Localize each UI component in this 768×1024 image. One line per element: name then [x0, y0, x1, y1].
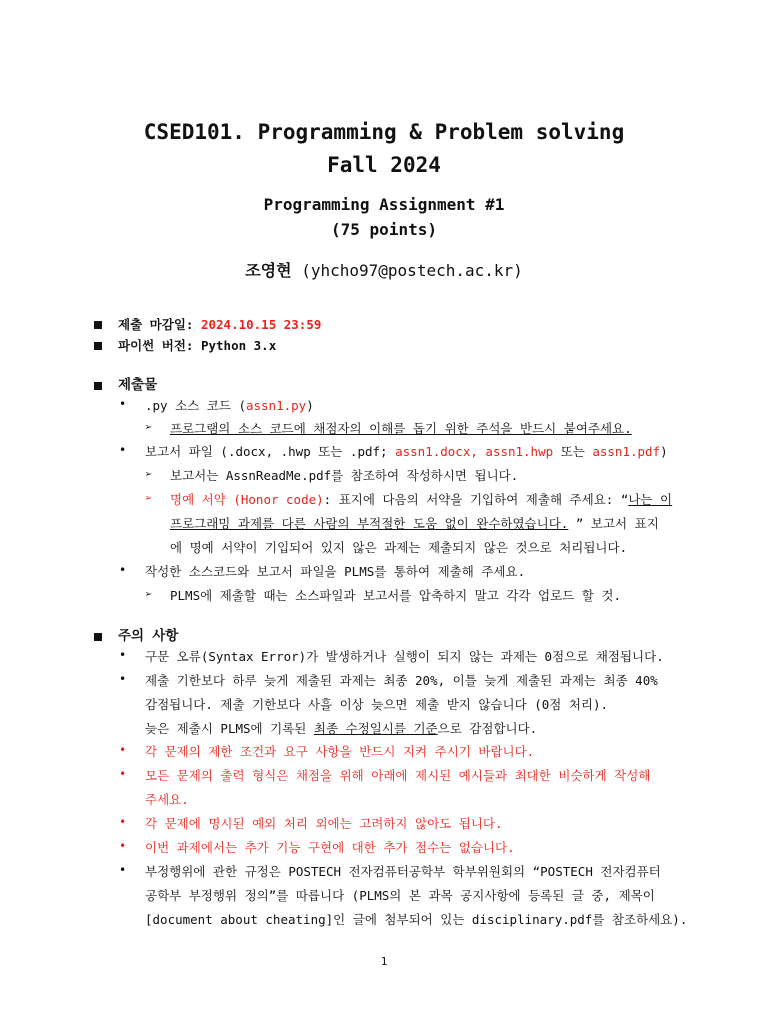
note-cheating-line1: 부정행위에 관한 규정은 POSTECH 전자컴퓨터공학부 학부위원회의 “POSTECH 전자컴퓨터: [145, 864, 661, 879]
black-square-icon: [94, 382, 102, 390]
note-output-format-line2: 주세요.: [145, 792, 189, 807]
python-label: 파이썬 버전:: [118, 338, 194, 353]
note-requirements: 각 문제의 제한 조건과 요구 사항을 반드시 지켜 주시기 바랍니다.: [145, 744, 535, 759]
python-line: [118, 337, 276, 355]
assignment-title: Programming Assignment #1: [263, 195, 505, 214]
black-square-icon: [94, 342, 102, 350]
deadline-label: 제출 마감일:: [118, 317, 194, 332]
author-name: 조영현: [245, 261, 292, 280]
deadline-line: [118, 316, 321, 334]
note-output-format-line1: 모든 문제의 출력 형식은 채점을 위해 아래에 제시된 예시들과 최대한 비슷하게 작성해: [145, 768, 651, 783]
bullet-icon: •: [119, 443, 127, 457]
bullet-icon: •: [119, 863, 127, 877]
points-title: (75 points): [331, 220, 437, 239]
honor-code-label: 명예 서약 (Honor code): [170, 492, 324, 507]
python-value: Python 3.x: [200, 338, 277, 353]
black-square-icon: [94, 321, 102, 329]
black-square-icon: [94, 633, 102, 641]
note-syntax-error: 구문 오류(Syntax Error)가 발생하거나 실행이 되지 않는 과제는 0점으로 채점됩니다.: [145, 649, 664, 664]
report-filenames: assn1.docx, assn1.hwp: [395, 444, 554, 459]
note-cheating-line3: [document about cheating]인 글에 첨부되어 있는 disciplinary.pdf를 참조하세요).: [145, 912, 688, 927]
arrowhead-icon: ➢: [145, 587, 153, 601]
bullet-icon: •: [119, 743, 127, 757]
arrowhead-icon: ➢: [145, 420, 153, 434]
bullet-icon: •: [119, 648, 127, 662]
note-no-extra-points: 이번 과제에서는 추가 기능 구현에 대한 추가 점수는 없습니다.: [145, 840, 515, 855]
bullet-icon: •: [119, 563, 127, 577]
arrowhead-icon: ➢: [145, 491, 153, 505]
note-late-line1: 제출 기한보다 하루 늦게 제출된 과제는 최종 20%, 이틀 늦게 제출된 과제는 최종 40%: [145, 673, 658, 688]
bullet-icon: •: [119, 672, 127, 686]
bullet-icon: •: [119, 397, 127, 411]
source-filename: assn1.py: [245, 398, 307, 413]
arrowhead-icon: ➢: [145, 467, 153, 481]
honor-code-line3: 에 명예 서약이 기입되어 있지 않은 과제는 제출되지 않은 것으로 처리됩니다.: [170, 540, 628, 555]
bullet-icon: •: [119, 767, 127, 781]
deadline-value: 2024.10.15 23:59: [200, 317, 322, 332]
note-cheating-line2: 공학부 부정행위 정의”를 따릅니다 (PLMS의 본 과목 공지사항에 등록된 글 중, 제목이: [145, 888, 655, 903]
report-readme-note: 보고서는 AssnReadMe.pdf를 참조하여 작성하시면 됩니다.: [170, 468, 519, 483]
submission-item-report: 보고서 파일 (.docx, .hwp 또는 .pdf; assn1.docx, assn1.hwp 또는 assn1.pdf): [145, 444, 668, 459]
author-email: (yhcho97@postech.ac.kr): [301, 261, 523, 280]
notes-heading: 주의 사항: [118, 628, 179, 644]
bullet-icon: •: [119, 839, 127, 853]
bullet-icon: •: [119, 815, 127, 829]
submission-heading: 제출물: [118, 377, 158, 393]
course-title: CSED101. Programming & Problem solving: [143, 120, 625, 144]
submission-item-source: .py 소스 코드 (assn1.py): [145, 398, 314, 413]
submission-item-plms: 작성한 소스코드와 보고서 파일을 PLMS를 통하여 제출해 주세요.: [145, 564, 526, 579]
page-number: 1: [380, 955, 388, 968]
report-pdf-filename: assn1.pdf: [592, 444, 661, 459]
source-comment-note: 프로그램의 소스 코드에 채점자의 이해를 돕기 위한 주석을 반드시 붙여주세요.: [170, 421, 632, 436]
note-exceptions: 각 문제에 명시된 예외 처리 외에는 고려하지 않아도 됩니다.: [145, 816, 503, 831]
note-late-line2: 감점됩니다. 제출 기한보다 사흘 이상 늦으면 제출 받지 않습니다 (0점 처리).: [145, 697, 609, 712]
term-title: Fall 2024: [327, 153, 441, 177]
note-late-line3: 늦은 제출시 PLMS에 기록된 최종 수정일시를 기준으로 감점합니다.: [145, 721, 538, 736]
honor-code-line1: 명예 서약 (Honor code): 표지에 다음의 서약을 기입하여 제출해 주세요: “나는 이: [170, 492, 673, 507]
honor-code-line2: 프로그래밍 과제를 다른 사람의 부적절한 도움 없이 완수하였습니다. ” 보고서 표지: [170, 516, 659, 531]
plms-upload-note: PLMS에 제출할 때는 소스파일과 보고서를 압축하지 말고 각각 업로드 할 것.: [170, 588, 621, 603]
author-line: [0, 258, 768, 281]
